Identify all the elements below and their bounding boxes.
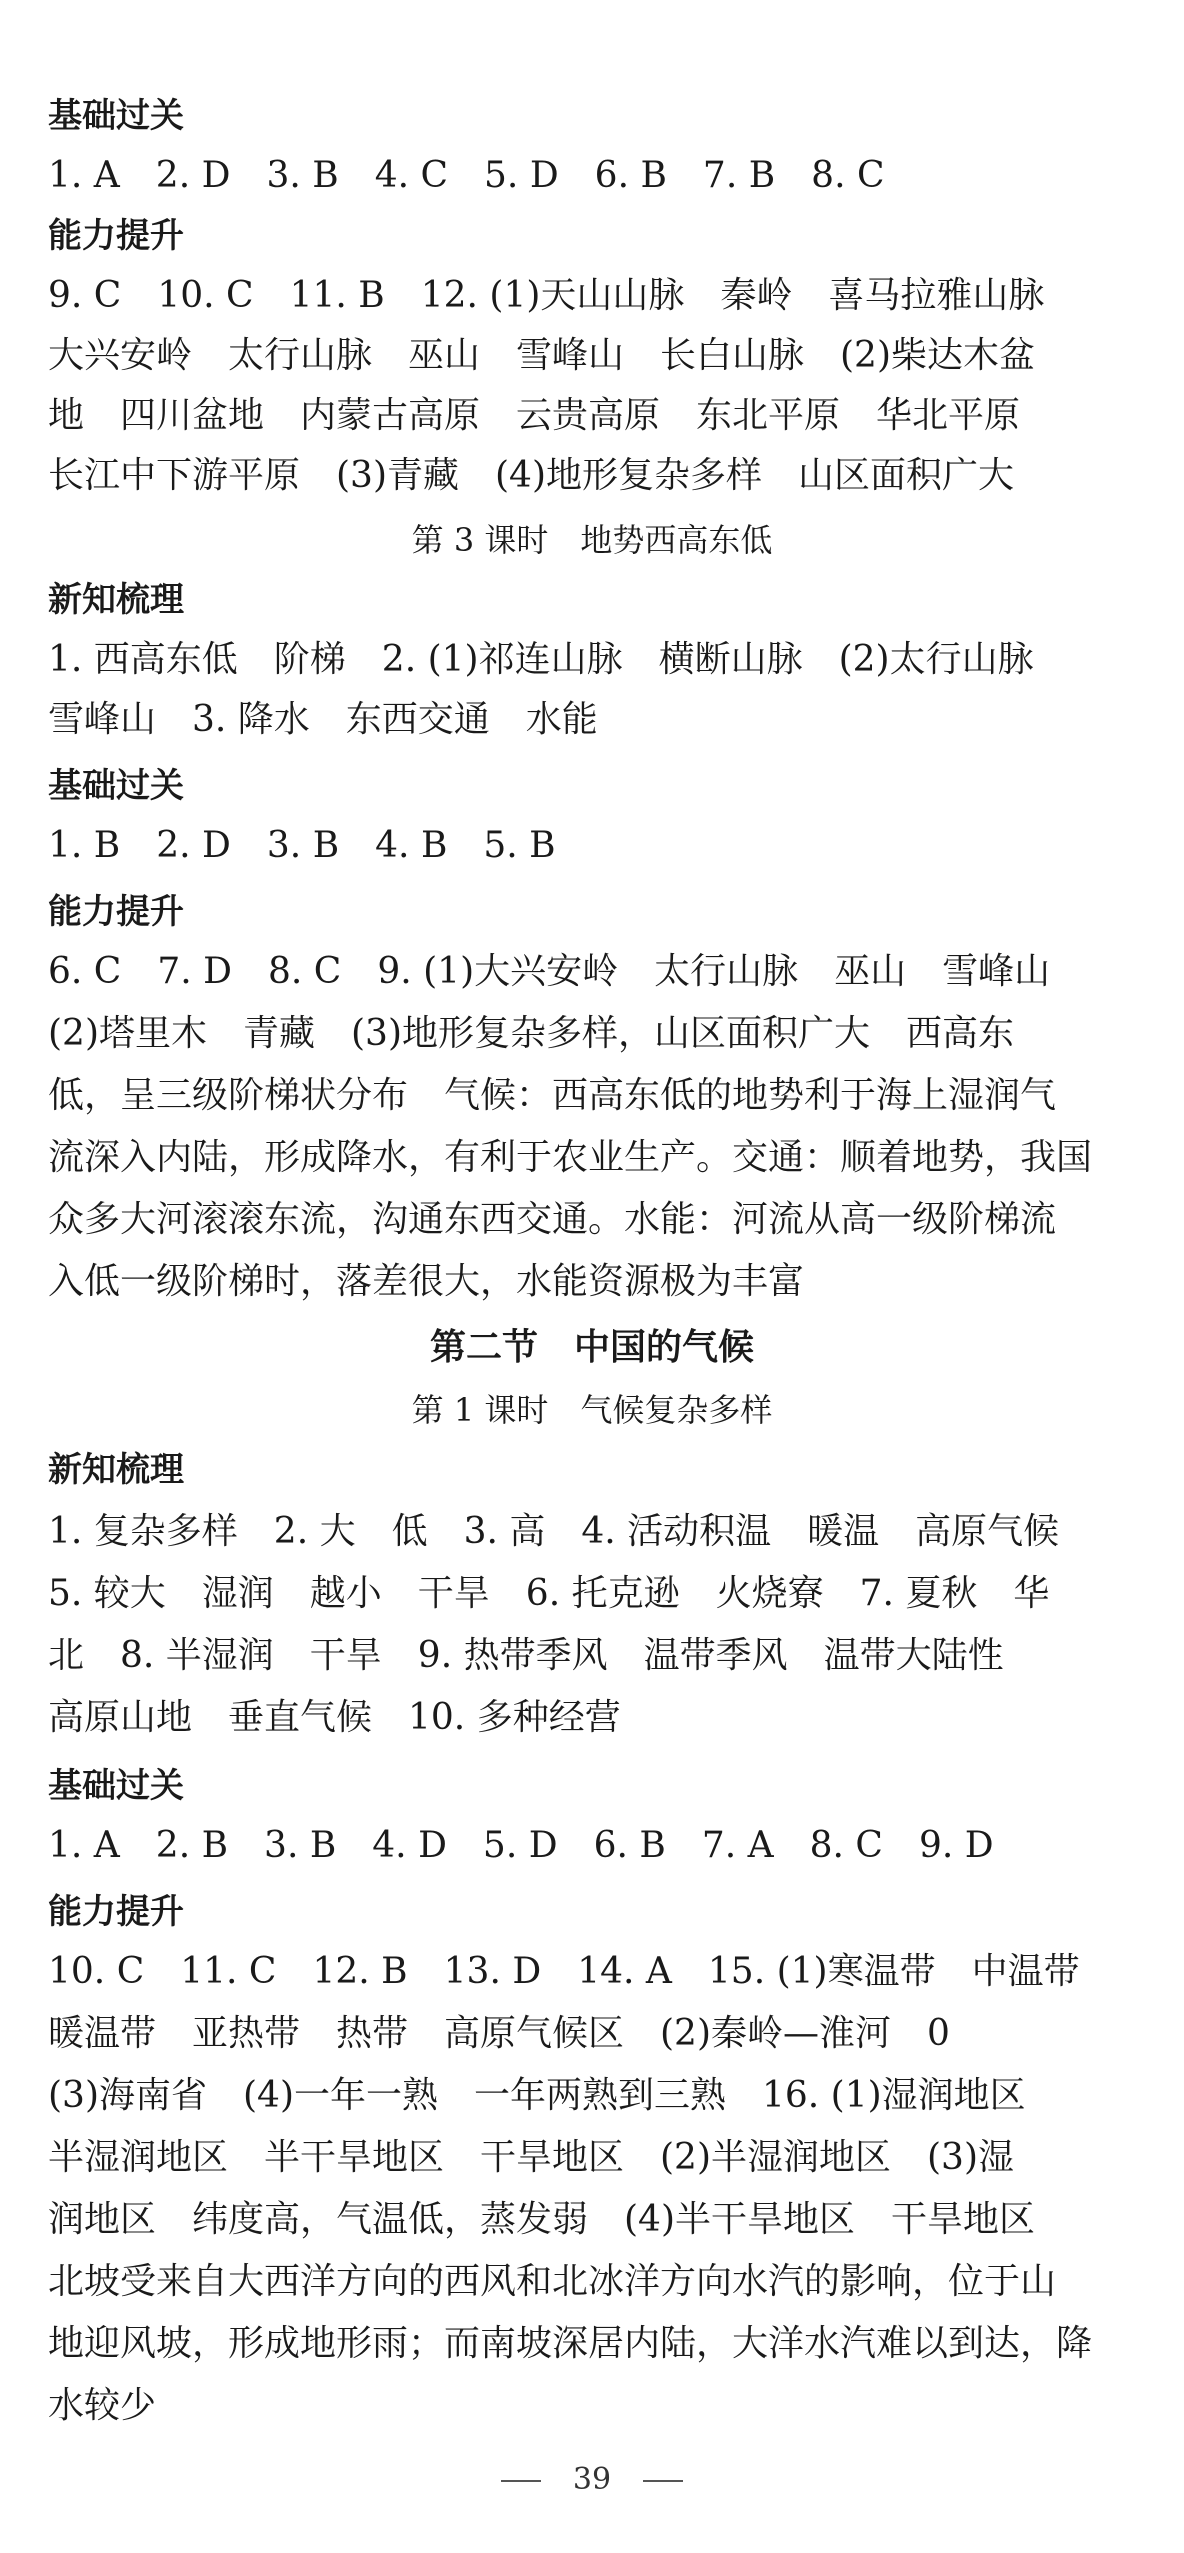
lesson-title: 第 3 课时 地势西高东低	[411, 521, 773, 559]
footer-dash-right	[643, 2480, 683, 2482]
heading-basic-check: 基础过关	[48, 766, 184, 806]
answer-line: 众多大河滚滚东流，沟通东西交通。水能：河流从高一级阶梯流	[48, 1199, 1057, 1240]
answer-line: 北 8. 半湿润 干旱 9. 热带季风 温带季风 温带大陆性	[48, 1635, 1004, 1676]
answer-line: 半湿润地区 半干旱地区 干旱地区 (2)半湿润地区 (3)湿	[48, 2137, 1014, 2178]
answer-line: 暖温带 亚热带 热带 高原气候区 (2)秦岭—淮河 0	[48, 2013, 950, 2054]
answer-line: 9. C 10. C 11. B 12. (1)天山山脉 秦岭 喜马拉雅山脉	[48, 275, 1045, 316]
heading-ability-boost: 能力提升	[48, 1892, 184, 1932]
answer-line: 水较少	[48, 2385, 157, 2426]
answer-line: 低，呈三级阶梯状分布 气候：西高东低的地势利于海上湿润气	[48, 1075, 1057, 1116]
answer-line: (2)塔里木 青藏 (3)地形复杂多样，山区面积广大 西高东	[48, 1013, 1014, 1054]
page-number: 39	[572, 2462, 612, 2497]
lesson-title: 第 1 课时 气候复杂多样	[411, 1391, 773, 1429]
answer-line: 流深入内陆，形成降水，有利于农业生产。交通：顺着地势，我国	[48, 1137, 1093, 1178]
answer-line: 5. 较大 湿润 越小 干旱 6. 托克逊 火烧寮 7. 夏秋 华	[48, 1573, 1050, 1614]
footer-dash-left	[501, 2480, 541, 2482]
answer-line: 1. B 2. D 3. B 4. B 5. B	[48, 825, 556, 866]
page-footer	[0, 2462, 1184, 2497]
section-title: 第二节 中国的气候	[429, 1327, 754, 1368]
answer-line: 长江中下游平原 (3)青藏 (4)地形复杂多样 山区面积广大	[48, 455, 1014, 496]
answer-line: 6. C 7. D 8. C 9. (1)大兴安岭 太行山脉 巫山 雪峰山	[48, 951, 1051, 992]
answer-line: 1. 西高东低 阶梯 2. (1)祁连山脉 横断山脉 (2)太行山脉	[48, 639, 1034, 680]
answer-line: 高原山地 垂直气候 10. 多种经营	[48, 1697, 621, 1738]
heading-ability-boost: 能力提升	[48, 216, 184, 256]
answer-line: 地迎风坡，形成地形雨；而南坡深居内陆，大洋水汽难以到达，降	[48, 2323, 1093, 2364]
answer-line: 北坡受来自大西洋方向的西风和北冰洋方向水汽的影响，位于山	[48, 2261, 1057, 2302]
answer-line: 1. 复杂多样 2. 大 低 3. 高 4. 活动积温 暖温 高原气候	[48, 1511, 1060, 1552]
heading-basic-check: 基础过关	[48, 96, 184, 136]
answer-line: 润地区 纬度高，气温低，蒸发弱 (4)半干旱地区 干旱地区	[48, 2199, 1035, 2240]
heading-new-knowledge: 新知梳理	[48, 1450, 184, 1490]
answer-line: 1. A 2. B 3. B 4. D 5. D 6. B 7. A 8. C 9. D	[48, 1825, 994, 1866]
heading-basic-check: 基础过关	[48, 1766, 184, 1806]
answer-line: 入低一级阶梯时，落差很大，水能资源极为丰富	[48, 1261, 805, 1302]
answer-line: 地 四川盆地 内蒙古高原 云贵高原 东北平原 华北平原	[48, 395, 1021, 436]
answer-line: 雪峰山 3. 降水 东西交通 水能	[48, 699, 598, 740]
answer-line: 1. A 2. D 3. B 4. C 5. D 6. B 7. B 8. C	[48, 155, 885, 196]
answer-line: 10. C 11. C 12. B 13. D 14. A 15. (1)寒温带 中温带	[48, 1951, 1080, 1992]
heading-new-knowledge: 新知梳理	[48, 580, 184, 620]
heading-ability-boost: 能力提升	[48, 892, 184, 932]
answer-line: (3)海南省 (4)一年一熟 一年两熟到三熟 16. (1)湿润地区	[48, 2075, 1026, 2116]
answer-line: 大兴安岭 太行山脉 巫山 雪峰山 长白山脉 (2)柴达木盆	[48, 335, 1035, 376]
